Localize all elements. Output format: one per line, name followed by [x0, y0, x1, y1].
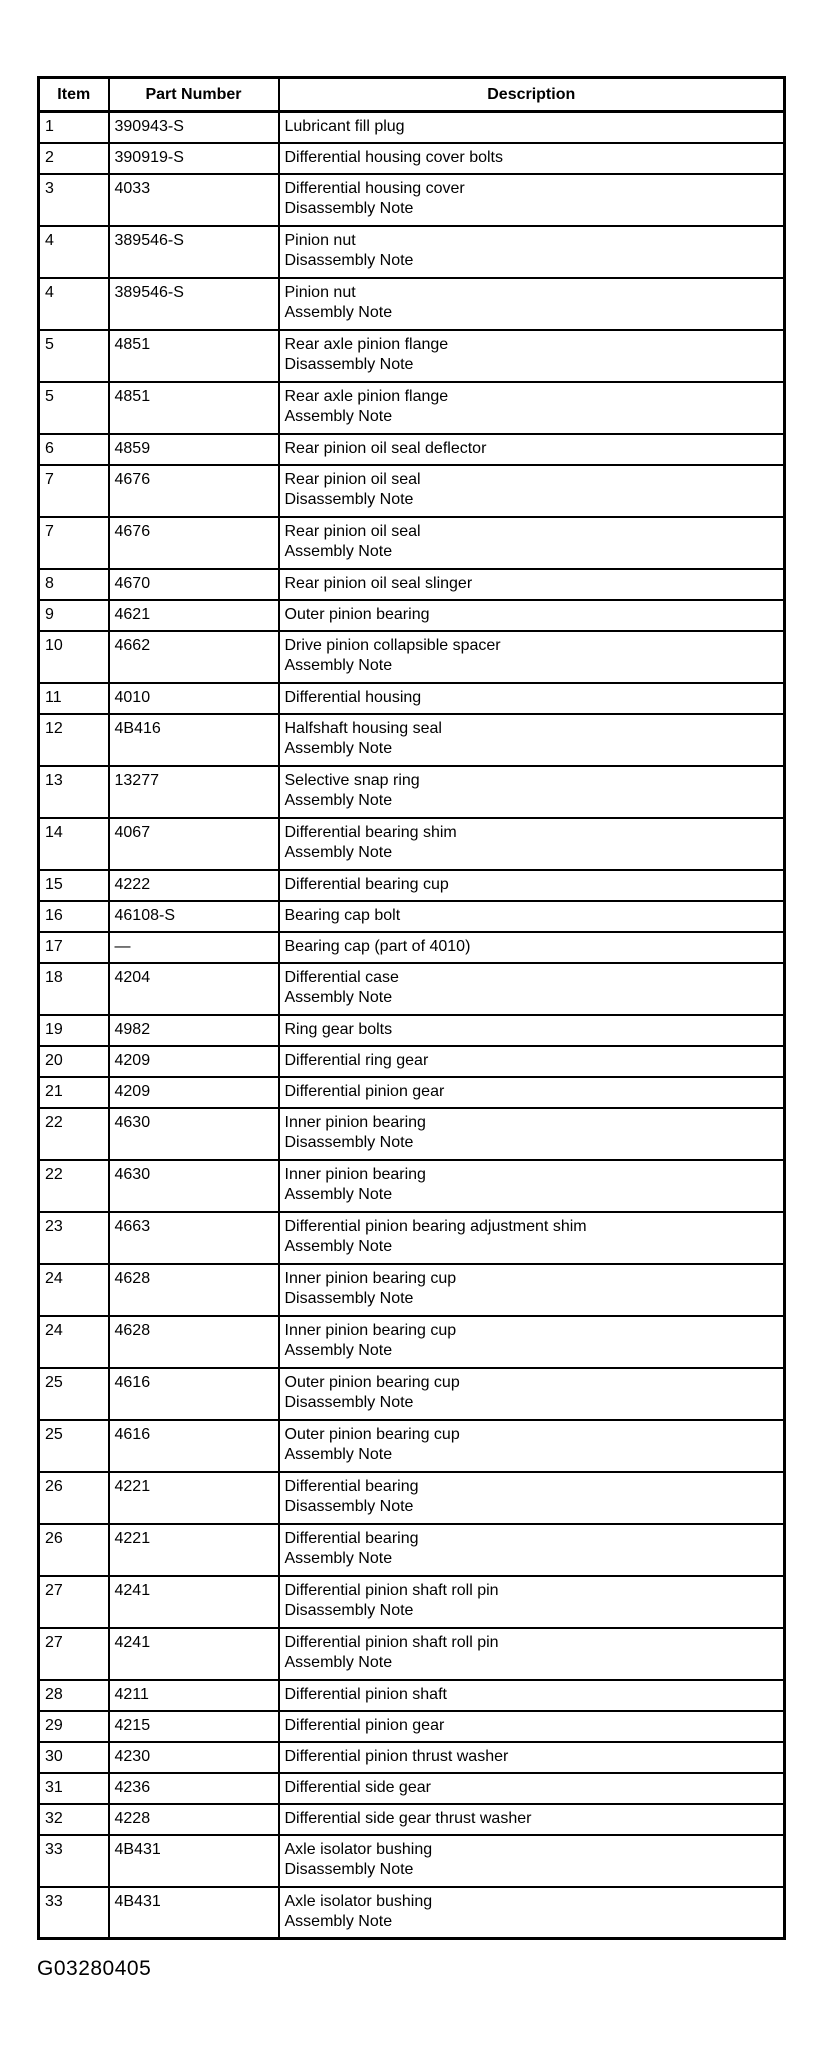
table-row	[39, 1835, 785, 1887]
part-number-cell: 4982	[109, 1015, 279, 1046]
description-text: Differential bearing	[284, 1529, 419, 1547]
description-text: Differential bearing cup	[284, 875, 449, 893]
table-row	[39, 963, 785, 1015]
description-cell	[279, 1628, 785, 1680]
description-cell	[279, 631, 785, 683]
part-number-cell: 4230	[109, 1742, 279, 1773]
description-cell	[279, 1212, 785, 1264]
item-cell: 33	[39, 1835, 109, 1887]
note-text: Assembly Note	[284, 1653, 393, 1671]
item-cell: 18	[39, 963, 109, 1015]
table-row	[39, 766, 785, 818]
description-text: Selective snap ring	[284, 771, 420, 789]
part-number-cell: 4630	[109, 1160, 279, 1212]
description-text: Rear pinion oil seal deflector	[284, 439, 487, 457]
part-number-cell: 4241	[109, 1576, 279, 1628]
header-item: Item	[39, 78, 109, 112]
table-row	[39, 1015, 785, 1046]
part-number-cell: 4B431	[109, 1887, 279, 1939]
table-row	[39, 714, 785, 766]
description-cell	[279, 683, 785, 714]
part-number-cell: 389546-S	[109, 226, 279, 278]
part-number-cell: 13277	[109, 766, 279, 818]
table-row	[39, 1160, 785, 1212]
table-row	[39, 1046, 785, 1077]
note-text: Disassembly Note	[284, 251, 414, 269]
table-row	[39, 1316, 785, 1368]
item-cell: 22	[39, 1108, 109, 1160]
part-number-cell: 4616	[109, 1420, 279, 1472]
table-body	[39, 112, 785, 1939]
part-number-cell: 4B431	[109, 1835, 279, 1887]
table-row	[39, 1680, 785, 1711]
item-cell: 17	[39, 932, 109, 963]
description-cell	[279, 1524, 785, 1576]
item-cell: 9	[39, 600, 109, 631]
description-text: Differential bearing	[284, 1477, 419, 1495]
parts-table	[37, 76, 786, 1940]
table-row	[39, 465, 785, 517]
table-row	[39, 870, 785, 901]
description-text: Differential pinion shaft	[284, 1685, 447, 1703]
note-text: Assembly Note	[284, 656, 393, 674]
table-row	[39, 1628, 785, 1680]
part-number-cell: 4B416	[109, 714, 279, 766]
item-cell: 10	[39, 631, 109, 683]
note-text: Disassembly Note	[284, 1860, 414, 1878]
item-cell: 27	[39, 1628, 109, 1680]
description-text: Differential pinion thrust washer	[284, 1747, 509, 1765]
part-number-cell: 4851	[109, 330, 279, 382]
description-cell	[279, 870, 785, 901]
description-text: Differential pinion bearing adjustment shim	[284, 1217, 587, 1235]
part-number-cell: 4851	[109, 382, 279, 434]
part-number-cell: 4621	[109, 600, 279, 631]
description-text: Outer pinion bearing	[284, 605, 430, 623]
description-text: Inner pinion bearing cup	[284, 1269, 457, 1287]
description-cell	[279, 517, 785, 569]
description-text: Differential pinion shaft roll pin	[284, 1581, 499, 1599]
description-text: Rear axle pinion flange	[284, 335, 449, 353]
part-number-cell: 4209	[109, 1046, 279, 1077]
description-cell	[279, 766, 785, 818]
table-row	[39, 143, 785, 174]
header-description: Description	[279, 78, 785, 112]
note-text: Assembly Note	[284, 1185, 393, 1203]
item-cell: 13	[39, 766, 109, 818]
table-row	[39, 517, 785, 569]
item-cell: 16	[39, 901, 109, 932]
description-cell	[279, 143, 785, 174]
note-text: Disassembly Note	[284, 1601, 414, 1619]
description-cell	[279, 1108, 785, 1160]
part-number-cell: 4010	[109, 683, 279, 714]
description-cell	[279, 963, 785, 1015]
part-number-cell: 4628	[109, 1316, 279, 1368]
description-text: Inner pinion bearing cup	[284, 1321, 457, 1339]
description-cell	[279, 1368, 785, 1420]
part-number-cell: 4221	[109, 1472, 279, 1524]
note-text: Assembly Note	[284, 988, 393, 1006]
table-row	[39, 434, 785, 465]
description-text: Differential housing cover	[284, 179, 465, 197]
part-number-cell: 4630	[109, 1108, 279, 1160]
part-number-cell: 4662	[109, 631, 279, 683]
item-cell: 21	[39, 1077, 109, 1108]
note-text: Assembly Note	[284, 791, 393, 809]
description-text: Rear axle pinion flange	[284, 387, 449, 405]
description-text: Differential side gear	[284, 1778, 431, 1796]
description-text: Ring gear bolts	[284, 1020, 393, 1038]
table-row	[39, 1773, 785, 1804]
table-row	[39, 1472, 785, 1524]
description-text: Rear pinion oil seal slinger	[284, 574, 473, 592]
part-number-cell: 4663	[109, 1212, 279, 1264]
table-row	[39, 1108, 785, 1160]
description-cell	[279, 1420, 785, 1472]
part-number-cell: 4241	[109, 1628, 279, 1680]
note-text: Assembly Note	[284, 542, 393, 560]
description-text: Inner pinion bearing	[284, 1165, 426, 1183]
item-cell: 24	[39, 1264, 109, 1316]
figure-id: G03280405	[37, 1957, 152, 1980]
description-text: Rear pinion oil seal	[284, 522, 421, 540]
item-cell: 6	[39, 434, 109, 465]
description-cell	[279, 382, 785, 434]
table-row	[39, 1524, 785, 1576]
item-cell: 4	[39, 226, 109, 278]
table-row	[39, 1804, 785, 1835]
item-cell: 15	[39, 870, 109, 901]
part-number-cell: —	[109, 932, 279, 963]
item-cell: 27	[39, 1576, 109, 1628]
item-cell: 20	[39, 1046, 109, 1077]
description-text: Axle isolator bushing	[284, 1840, 433, 1858]
description-text: Differential housing cover bolts	[284, 148, 503, 166]
description-cell	[279, 600, 785, 631]
description-cell	[279, 174, 785, 226]
table-row	[39, 600, 785, 631]
note-text: Assembly Note	[284, 1445, 393, 1463]
description-cell	[279, 1742, 785, 1773]
part-number-cell: 4236	[109, 1773, 279, 1804]
item-cell: 25	[39, 1420, 109, 1472]
item-cell: 31	[39, 1773, 109, 1804]
table-row	[39, 901, 785, 932]
note-text: Assembly Note	[284, 739, 393, 757]
item-cell: 2	[39, 143, 109, 174]
description-text: Bearing cap (part of 4010)	[284, 937, 471, 955]
part-number-cell: 4211	[109, 1680, 279, 1711]
note-text: Disassembly Note	[284, 1393, 414, 1411]
item-cell: 11	[39, 683, 109, 714]
part-number-cell: 4221	[109, 1524, 279, 1576]
note-text: Disassembly Note	[284, 199, 414, 217]
item-cell: 30	[39, 1742, 109, 1773]
description-text: Differential side gear thrust washer	[284, 1809, 532, 1827]
description-cell	[279, 1773, 785, 1804]
part-number-cell: 4676	[109, 465, 279, 517]
table-row	[39, 278, 785, 330]
table-header	[39, 78, 785, 112]
note-text: Assembly Note	[284, 843, 393, 861]
item-cell: 8	[39, 569, 109, 600]
table-row	[39, 631, 785, 683]
description-cell	[279, 1046, 785, 1077]
note-text: Disassembly Note	[284, 1289, 414, 1307]
part-number-cell: 4670	[109, 569, 279, 600]
description-text: Lubricant fill plug	[284, 118, 405, 135]
description-cell	[279, 434, 785, 465]
item-cell: 25	[39, 1368, 109, 1420]
table-row	[39, 1264, 785, 1316]
part-number-cell: 4204	[109, 963, 279, 1015]
part-number-cell: 4228	[109, 1804, 279, 1835]
note-text: Disassembly Note	[284, 1133, 414, 1151]
description-cell	[279, 1887, 785, 1939]
item-cell: 4	[39, 278, 109, 330]
table-row	[39, 1212, 785, 1264]
table-row	[39, 226, 785, 278]
part-number-cell: 4215	[109, 1711, 279, 1742]
description-text: Pinion nut	[284, 231, 356, 249]
part-number-cell: 4859	[109, 434, 279, 465]
description-cell	[279, 1160, 785, 1212]
description-text: Axle isolator bushing	[284, 1892, 433, 1910]
description-cell	[279, 1015, 785, 1046]
item-cell: 5	[39, 382, 109, 434]
item-cell: 5	[39, 330, 109, 382]
item-cell: 12	[39, 714, 109, 766]
table-row	[39, 1368, 785, 1420]
table-row	[39, 330, 785, 382]
description-text: Rear pinion oil seal	[284, 470, 421, 488]
item-cell: 1	[39, 112, 109, 143]
description-cell	[279, 1077, 785, 1108]
item-cell: 22	[39, 1160, 109, 1212]
note-text: Assembly Note	[284, 1341, 393, 1359]
description-cell	[279, 1472, 785, 1524]
part-number-cell: 389546-S	[109, 278, 279, 330]
table-row	[39, 174, 785, 226]
description-cell	[279, 1316, 785, 1368]
table-row	[39, 932, 785, 963]
item-cell: 14	[39, 818, 109, 870]
part-number-cell: 4616	[109, 1368, 279, 1420]
description-text: Differential pinion gear	[284, 1716, 445, 1734]
description-cell	[279, 1680, 785, 1711]
header-part-number: Part Number	[109, 78, 279, 112]
note-text: Disassembly Note	[284, 1497, 414, 1515]
description-cell	[279, 901, 785, 932]
item-cell: 7	[39, 517, 109, 569]
description-cell	[279, 1804, 785, 1835]
part-number-cell: 46108-S	[109, 901, 279, 932]
table-row	[39, 1576, 785, 1628]
item-cell: 23	[39, 1212, 109, 1264]
description-cell	[279, 112, 785, 143]
item-cell: 24	[39, 1316, 109, 1368]
item-cell: 29	[39, 1711, 109, 1742]
item-cell: 26	[39, 1524, 109, 1576]
table-row	[39, 112, 785, 143]
item-cell: 3	[39, 174, 109, 226]
note-text: Assembly Note	[284, 1912, 393, 1930]
description-cell	[279, 1264, 785, 1316]
note-text: Assembly Note	[284, 303, 393, 321]
item-cell: 19	[39, 1015, 109, 1046]
description-text: Pinion nut	[284, 283, 356, 301]
item-cell: 7	[39, 465, 109, 517]
table-row	[39, 1420, 785, 1472]
note-text: Disassembly Note	[284, 490, 414, 508]
description-text: Bearing cap bolt	[284, 906, 401, 924]
part-number-cell: 390943-S	[109, 112, 279, 143]
table-row	[39, 1077, 785, 1108]
description-cell	[279, 1711, 785, 1742]
description-text: Differential case	[284, 968, 399, 986]
description-cell	[279, 818, 785, 870]
part-number-cell: 4209	[109, 1077, 279, 1108]
description-cell	[279, 330, 785, 382]
description-cell	[279, 465, 785, 517]
description-cell	[279, 1835, 785, 1887]
item-cell: 33	[39, 1887, 109, 1939]
table-row	[39, 569, 785, 600]
description-text: Differential housing	[284, 688, 422, 706]
part-number-cell: 4222	[109, 870, 279, 901]
note-text: Assembly Note	[284, 407, 393, 425]
table-row	[39, 382, 785, 434]
part-number-cell: 390919-S	[109, 143, 279, 174]
description-text: Differential pinion gear	[284, 1082, 445, 1100]
description-text: Inner pinion bearing	[284, 1113, 426, 1131]
part-number-cell: 4067	[109, 818, 279, 870]
description-text: Differential ring gear	[284, 1051, 429, 1069]
table-row	[39, 1711, 785, 1742]
item-cell: 26	[39, 1472, 109, 1524]
description-text: Drive pinion collapsible spacer	[284, 636, 501, 654]
part-number-cell: 4676	[109, 517, 279, 569]
description-cell	[279, 226, 785, 278]
table-row	[39, 818, 785, 870]
table-row	[39, 1887, 785, 1939]
part-number-cell: 4033	[109, 174, 279, 226]
description-cell	[279, 569, 785, 600]
description-text: Differential pinion shaft roll pin	[284, 1633, 499, 1651]
description-text: Differential bearing shim	[284, 823, 457, 841]
part-number-cell: 4628	[109, 1264, 279, 1316]
item-cell: 28	[39, 1680, 109, 1711]
note-text: Assembly Note	[284, 1237, 393, 1255]
description-cell	[279, 714, 785, 766]
description-cell	[279, 932, 785, 963]
header-row	[39, 78, 785, 112]
description-text: Halfshaft housing seal	[284, 719, 442, 737]
note-text: Disassembly Note	[284, 355, 414, 373]
note-text: Assembly Note	[284, 1549, 393, 1567]
description-cell	[279, 1576, 785, 1628]
description-text: Outer pinion bearing cup	[284, 1425, 460, 1443]
table-row	[39, 1742, 785, 1773]
item-cell: 32	[39, 1804, 109, 1835]
table-row	[39, 683, 785, 714]
description-text: Outer pinion bearing cup	[284, 1373, 460, 1391]
description-cell	[279, 278, 785, 330]
